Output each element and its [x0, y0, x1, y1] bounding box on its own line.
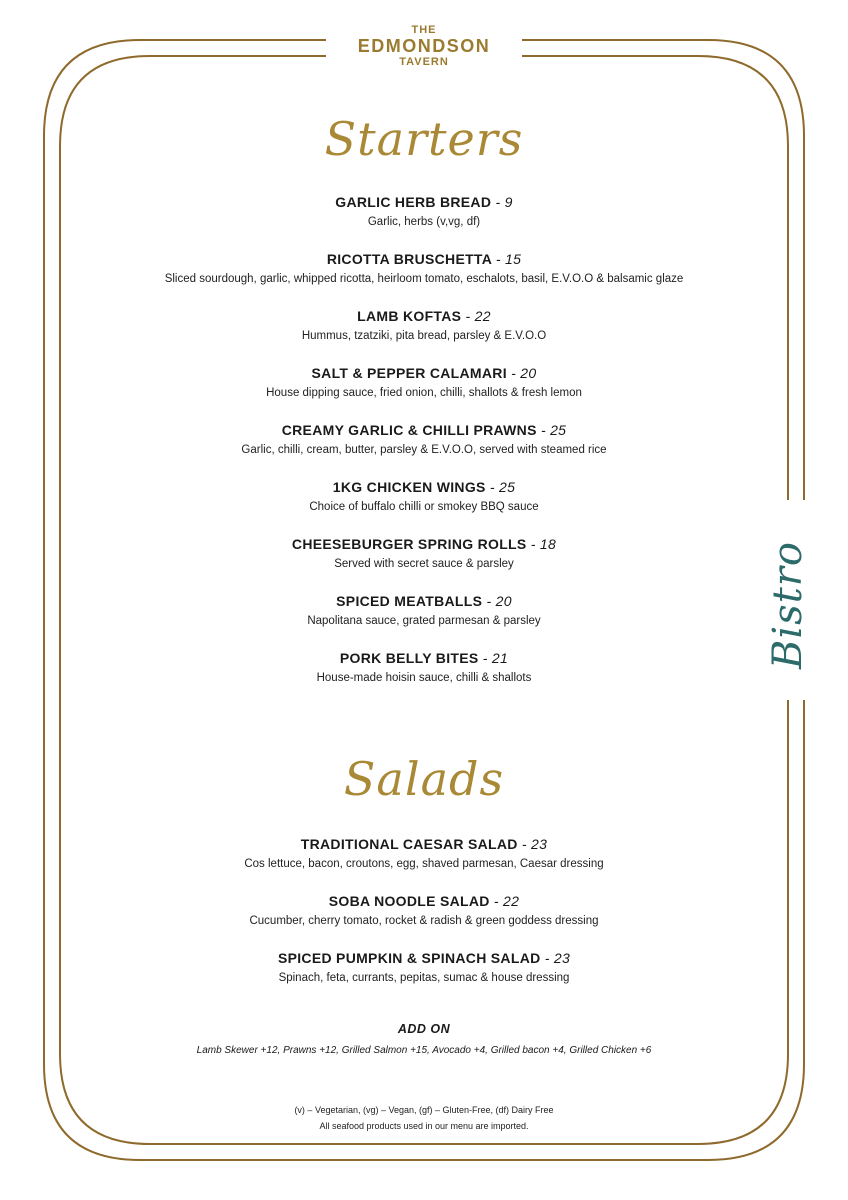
item-name: SPICED MEATBALLS: [336, 593, 483, 609]
item-price: - 20: [511, 365, 537, 381]
item-price: - 22: [465, 308, 491, 324]
item-description: House dipping sauce, fried onion, chilli, shallots & fresh lemon: [266, 387, 582, 399]
item-name-row: [120, 948, 728, 968]
starters-list: [80, 192, 768, 705]
item-name-row: [80, 306, 768, 326]
item-description: Garlic, chilli, cream, butter, parsley & E.V.O.O, served with steamed rice: [241, 444, 607, 456]
seafood-note: All seafood products used in our menu are imported.: [319, 1121, 529, 1131]
item-name: 1KG CHICKEN WINGS: [332, 479, 486, 495]
item-name: SOBA NOODLE SALAD: [328, 893, 490, 909]
item-description: Napolitana sauce, grated parmesan & parsley: [307, 615, 541, 627]
item-description: Sliced sourdough, garlic, whipped ricotta, heirloom tomato, eschalots, basil, E.V.O.O & balsamic glaze: [164, 273, 684, 285]
item-name-row: [120, 891, 728, 911]
menu-item: [120, 834, 728, 891]
dietary-legend: (v) – Vegetarian, (vg) – Vegan, (gf) – Gluten-Free, (df) Dairy Free: [294, 1105, 554, 1115]
item-name-row: [80, 534, 768, 554]
item-name: CHEESEBURGER SPRING ROLLS: [291, 536, 527, 552]
menu-item: [80, 591, 768, 648]
dietary-footer: [120, 1102, 728, 1134]
item-description: Cucumber, cherry tomato, rocket & radish & green goddess dressing: [249, 915, 599, 927]
item-name: GARLIC HERB BREAD: [335, 194, 492, 210]
item-name: CREAMY GARLIC & CHILLI PRAWNS: [281, 422, 537, 438]
item-description: Garlic, herbs (v,vg, df): [367, 216, 481, 228]
item-name-row: [80, 648, 768, 668]
item-name: PORK BELLY BITES: [339, 650, 479, 666]
starters-heading: Starters: [324, 112, 524, 166]
item-name-row: [80, 477, 768, 497]
item-name: SALT & PEPPER CALAMARI: [311, 365, 507, 381]
menu-item: [80, 306, 768, 363]
menu-item: [80, 249, 768, 306]
brand-line-name: EDMONDSON: [357, 36, 491, 56]
item-name: SPICED PUMPKIN & SPINACH SALAD: [277, 950, 541, 966]
item-description: Spinach, feta, currants, pepitas, sumac & house dressing: [278, 972, 570, 984]
menu-item: [80, 648, 768, 705]
item-name-row: [80, 363, 768, 383]
add-on-text: Lamb Skewer +12, Prawns +12, Grilled Salmon +15, Avocado +4, Grilled bacon +4, Grilled Chicken +6: [196, 1045, 652, 1056]
item-name: TRADITIONAL CAESAR SALAD: [300, 836, 518, 852]
item-description: House-made hoisin sauce, chilli & shallots: [316, 672, 532, 684]
item-name-row: [80, 420, 768, 440]
item-price: - 23: [521, 836, 548, 852]
item-name: RICOTTA BRUSCHETTA: [326, 251, 492, 267]
side-label-bistro: Bistro: [765, 541, 811, 669]
brand-logo: [324, 24, 524, 68]
item-price: - 18: [530, 536, 557, 552]
item-price: - 25: [489, 479, 516, 495]
menu-item: [120, 891, 728, 948]
item-name-row: [120, 834, 728, 854]
item-description: Choice of buffalo chilli or smokey BBQ sauce: [309, 501, 539, 513]
menu-item: [80, 192, 768, 249]
item-price: - 22: [493, 893, 520, 909]
menu-item: [80, 420, 768, 477]
menu-item: [80, 534, 768, 591]
item-name-row: [80, 249, 768, 269]
salads-heading: Salads: [343, 752, 505, 806]
menu-item: [80, 477, 768, 534]
item-price: - 25: [540, 422, 567, 438]
item-name: LAMB KOFTAS: [357, 308, 462, 324]
item-name-row: [80, 192, 768, 212]
add-on-section: [120, 1019, 728, 1063]
item-price: - 9: [495, 194, 513, 210]
brand-line-the: THE: [411, 24, 437, 36]
menu-item: [80, 363, 768, 420]
item-name-row: [80, 591, 768, 611]
item-description: Hummus, tzatziki, pita bread, parsley & E.V.O.O: [301, 330, 547, 342]
menu-item: [120, 948, 728, 1005]
item-price: - 21: [482, 650, 509, 666]
item-price: - 20: [486, 593, 512, 609]
item-price: - 23: [544, 950, 571, 966]
item-price: - 15: [495, 251, 522, 267]
salads-list: [120, 834, 728, 1005]
item-description: Served with secret sauce & parsley: [334, 558, 514, 570]
brand-line-tavern: TAVERN: [399, 56, 449, 68]
add-on-title: ADD ON: [397, 1022, 451, 1036]
item-description: Cos lettuce, bacon, croutons, egg, shaved parmesan, Caesar dressing: [244, 858, 604, 870]
